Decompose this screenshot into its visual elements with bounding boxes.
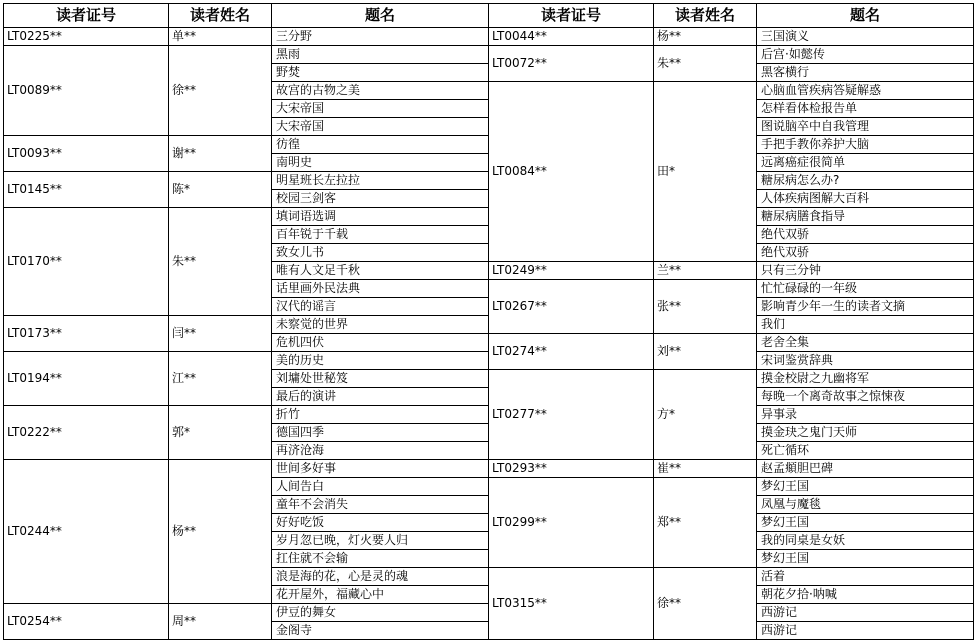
reader-name-cell: 朱**	[654, 46, 757, 82]
book-title-cell: 活着	[757, 568, 974, 586]
reader-id-cell: LT0267**	[489, 280, 654, 334]
book-title-cell: 赵孟頫胆巴碑	[757, 460, 974, 478]
book-title-cell: 西游记	[757, 622, 974, 640]
book-title-cell: 故宫的古物之美	[272, 82, 489, 100]
header-reader-id-right: 读者证号	[489, 4, 654, 28]
book-title-cell: 死亡循环	[757, 442, 974, 460]
reader-id-cell: LT0293**	[489, 460, 654, 478]
table-row	[4, 46, 974, 64]
book-title-cell: 异事录	[757, 406, 974, 424]
book-title-cell: 朝花夕拾·呐喊	[757, 586, 974, 604]
book-title-cell: 明星班长左拉拉	[272, 172, 489, 190]
header-reader-name-right: 读者姓名	[654, 4, 757, 28]
reader-id-cell: LT0249**	[489, 262, 654, 280]
book-title-cell: 怎样看体检报告单	[757, 100, 974, 118]
book-title-cell: 三国演义	[757, 28, 974, 46]
book-title-cell: 伊豆的舞女	[272, 604, 489, 622]
reader-name-cell: 郭*	[169, 406, 272, 460]
book-title-cell: 汉代的谣言	[272, 298, 489, 316]
book-title-cell: 图说脑卒中自我管理	[757, 118, 974, 136]
reader-name-cell: 刘**	[654, 334, 757, 370]
book-title-cell: 未察觉的世界	[272, 316, 489, 334]
book-title-cell: 彷徨	[272, 136, 489, 154]
book-title-cell: 金阁寺	[272, 622, 489, 640]
book-title-cell: 刘墉处世秘笈	[272, 370, 489, 388]
reader-name-cell: 江**	[169, 352, 272, 406]
book-title-cell: 扛住就不会输	[272, 550, 489, 568]
book-title-cell: 唯有人文足千秋	[272, 262, 489, 280]
book-title-cell: 凤凰与魔毯	[757, 496, 974, 514]
reader-name-cell: 徐**	[169, 46, 272, 136]
reader-id-cell: LT0044**	[489, 28, 654, 46]
book-title-cell: 大宋帝国	[272, 100, 489, 118]
reader-name-cell: 朱**	[169, 208, 272, 316]
book-title-cell: 岁月忽已晚，灯火要人归	[272, 532, 489, 550]
reader-name-cell: 单**	[169, 28, 272, 46]
book-title-cell: 人间告白	[272, 478, 489, 496]
book-title-cell: 糖尿病怎么办?	[757, 172, 974, 190]
reader-name-cell: 张**	[654, 280, 757, 334]
reader-name-cell: 闫**	[169, 316, 272, 352]
reader-name-cell: 方*	[654, 370, 757, 460]
reader-name-cell: 杨**	[169, 460, 272, 604]
table-row	[4, 28, 974, 46]
table-row	[4, 460, 974, 478]
reader-name-cell: 田*	[654, 82, 757, 262]
book-title-cell: 最后的演讲	[272, 388, 489, 406]
book-title-cell: 梦幻王国	[757, 550, 974, 568]
book-title-cell: 糖尿病膳食指导	[757, 208, 974, 226]
reader-id-cell: LT0222**	[4, 406, 169, 460]
book-title-cell: 再济沧海	[272, 442, 489, 460]
book-title-cell: 黑雨	[272, 46, 489, 64]
book-title-cell: 远离癌症很简单	[757, 154, 974, 172]
book-title-cell: 南明史	[272, 154, 489, 172]
reader-name-cell: 兰**	[654, 262, 757, 280]
reader-id-cell: LT0299**	[489, 478, 654, 568]
reader-id-cell: LT0072**	[489, 46, 654, 82]
book-title-cell: 西游记	[757, 604, 974, 622]
book-title-cell: 忙忙碌碌的一年级	[757, 280, 974, 298]
book-title-cell: 折竹	[272, 406, 489, 424]
book-title-cell: 世间多好事	[272, 460, 489, 478]
book-title-cell: 花开屋外，福藏心中	[272, 586, 489, 604]
reader-id-cell: LT0274**	[489, 334, 654, 370]
reader-id-cell: LT0244**	[4, 460, 169, 604]
reader-id-cell: LT0173**	[4, 316, 169, 352]
book-title-cell: 每晚一个离奇故事之惊悚夜	[757, 388, 974, 406]
book-title-cell: 后宫·如懿传	[757, 46, 974, 64]
book-title-cell: 宋词鉴赏辞典	[757, 352, 974, 370]
book-title-cell: 梦幻王国	[757, 478, 974, 496]
loan-records-table	[3, 3, 974, 640]
book-title-cell: 好好吃饭	[272, 514, 489, 532]
book-title-cell: 野焚	[272, 64, 489, 82]
reader-id-cell: LT0170**	[4, 208, 169, 316]
reader-name-cell: 郑**	[654, 478, 757, 568]
book-title-cell: 手把手教你养护大脑	[757, 136, 974, 154]
book-title-cell: 填词语选调	[272, 208, 489, 226]
reader-id-cell: LT0089**	[4, 46, 169, 136]
book-title-cell: 话里画外民法典	[272, 280, 489, 298]
book-title-cell: 我的同桌是女妖	[757, 532, 974, 550]
reader-id-cell: LT0254**	[4, 604, 169, 640]
book-title-cell: 危机四伏	[272, 334, 489, 352]
reader-id-cell: LT0194**	[4, 352, 169, 406]
reader-id-cell: LT0093**	[4, 136, 169, 172]
book-title-cell: 老舍全集	[757, 334, 974, 352]
header-reader-id-left: 读者证号	[4, 4, 169, 28]
book-title-cell: 大宋帝国	[272, 118, 489, 136]
header-reader-name-left: 读者姓名	[169, 4, 272, 28]
book-title-cell: 心脑血管疾病答疑解惑	[757, 82, 974, 100]
header-title-left: 题名	[272, 4, 489, 28]
book-title-cell: 人体疾病图解大百科	[757, 190, 974, 208]
book-title-cell: 影响青少年一生的读者文摘	[757, 298, 974, 316]
book-title-cell: 童年不会消失	[272, 496, 489, 514]
book-title-cell: 美的历史	[272, 352, 489, 370]
reader-id-cell: LT0084**	[489, 82, 654, 262]
book-title-cell: 德国四季	[272, 424, 489, 442]
book-title-cell: 梦幻王国	[757, 514, 974, 532]
reader-id-cell: LT0145**	[4, 172, 169, 208]
header-title-right: 题名	[757, 4, 974, 28]
reader-id-cell: LT0225**	[4, 28, 169, 46]
book-title-cell: 摸金玦之鬼门天师	[757, 424, 974, 442]
book-title-cell: 三分野	[272, 28, 489, 46]
book-title-cell: 百年锐于千载	[272, 226, 489, 244]
reader-id-cell: LT0277**	[489, 370, 654, 460]
reader-name-cell: 谢**	[169, 136, 272, 172]
book-title-cell: 绝代双骄	[757, 226, 974, 244]
reader-name-cell: 崔**	[654, 460, 757, 478]
book-title-cell: 致女儿书	[272, 244, 489, 262]
header-row	[4, 4, 974, 28]
reader-name-cell: 陈*	[169, 172, 272, 208]
book-title-cell: 黑客横行	[757, 64, 974, 82]
book-title-cell: 我们	[757, 316, 974, 334]
book-title-cell: 浪是海的花，心是灵的魂	[272, 568, 489, 586]
book-title-cell: 摸金校尉之九幽将军	[757, 370, 974, 388]
book-title-cell: 绝代双骄	[757, 244, 974, 262]
book-title-cell: 只有三分钟	[757, 262, 974, 280]
reader-id-cell: LT0315**	[489, 568, 654, 640]
reader-name-cell: 杨**	[654, 28, 757, 46]
book-title-cell: 校园三剑客	[272, 190, 489, 208]
reader-name-cell: 周**	[169, 604, 272, 640]
reader-name-cell: 徐**	[654, 568, 757, 640]
